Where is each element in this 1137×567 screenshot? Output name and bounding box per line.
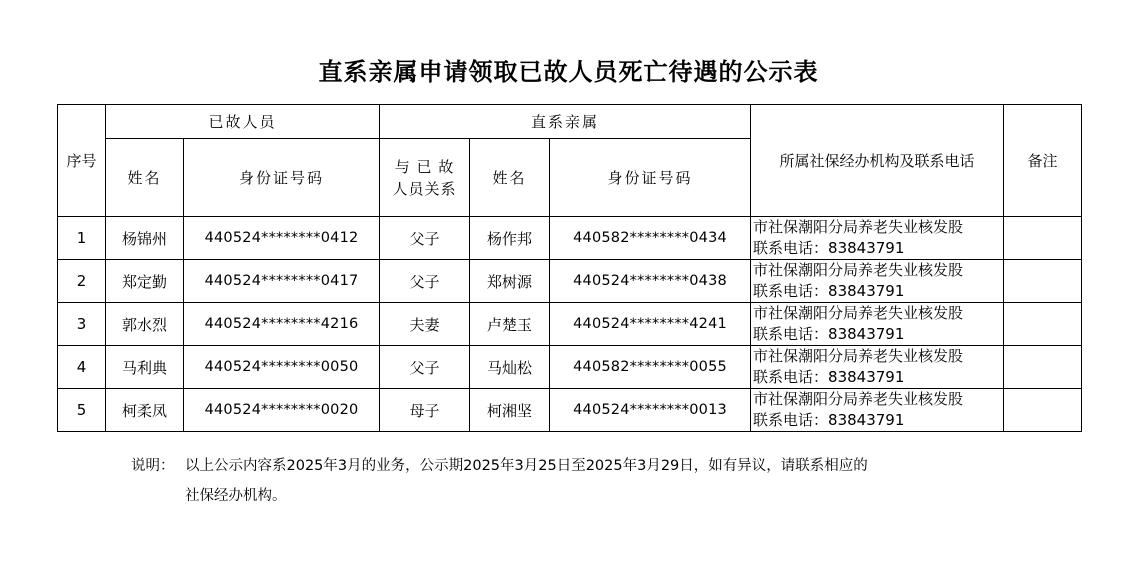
table-row — [58, 303, 1082, 346]
header-relation-line1: 与 已 故 — [394, 157, 455, 176]
table-row — [58, 217, 1082, 260]
agency-name: 市社保潮阳分局养老失业核发股 — [753, 218, 964, 236]
cell-seq: 1 — [58, 217, 106, 260]
cell-deceased-name: 郑定勤 — [106, 260, 184, 303]
cell-relative-name: 卢楚玉 — [470, 303, 550, 346]
cell-deceased-id: 440524********0417 — [184, 260, 380, 303]
cell-deceased-id: 440524********0050 — [184, 346, 380, 389]
cell-deceased-id: 440524********4216 — [184, 303, 380, 346]
agency-name: 市社保潮阳分局养老失业核发股 — [753, 261, 964, 279]
cell-deceased-name: 杨锦州 — [106, 217, 184, 260]
cell-agency — [751, 346, 1004, 389]
header-relation-line2: 人员关系 — [392, 179, 457, 198]
cell-deceased-id: 440524********0412 — [184, 217, 380, 260]
agency-phone: 联系电话：83843791 — [753, 282, 905, 300]
cell-agency — [751, 217, 1004, 260]
cell-remark — [1004, 217, 1082, 260]
cell-relation: 父子 — [380, 260, 470, 303]
cell-remark — [1004, 346, 1082, 389]
cell-seq: 2 — [58, 260, 106, 303]
header-deceased-group: 已故人员 — [106, 105, 380, 139]
table-row — [58, 389, 1082, 432]
cell-relation: 父子 — [380, 217, 470, 260]
header-agency: 所属社保经办机构及联系电话 — [751, 105, 1004, 217]
agency-phone: 联系电话：83843791 — [753, 325, 905, 343]
header-deceased-id: 身份证号码 — [184, 139, 380, 217]
cell-remark — [1004, 303, 1082, 346]
cell-remark — [1004, 260, 1082, 303]
note-line1: 以上公示内容系2025年3月的业务，公示期2025年3月25日至2025年3月29日，如有异议，请联系相应的 — [185, 458, 868, 474]
agency-phone: 联系电话：83843791 — [753, 239, 905, 257]
cell-deceased-name: 郭水烈 — [106, 303, 184, 346]
note-text — [185, 451, 965, 511]
cell-relative-id: 440524********4241 — [550, 303, 751, 346]
cell-agency — [751, 389, 1004, 432]
cell-agency — [751, 303, 1004, 346]
cell-seq: 5 — [58, 389, 106, 432]
page-title: 直系亲属申请领取已故人员死亡待遇的公示表 — [318, 58, 819, 86]
cell-deceased-name: 柯柔凤 — [106, 389, 184, 432]
header-remark: 备注 — [1004, 105, 1082, 217]
header-deceased-name: 姓名 — [106, 139, 184, 217]
table-row — [58, 346, 1082, 389]
cell-seq: 3 — [58, 303, 106, 346]
cell-relative-id: 440582********0434 — [550, 217, 751, 260]
cell-relation: 母子 — [380, 389, 470, 432]
agency-name: 市社保潮阳分局养老失业核发股 — [753, 304, 964, 322]
header-relative-name: 姓名 — [470, 139, 550, 217]
cell-agency — [751, 260, 1004, 303]
header-relative-group: 直系亲属 — [380, 105, 751, 139]
header-seq: 序号 — [58, 105, 106, 217]
cell-relation: 父子 — [380, 346, 470, 389]
cell-relative-name: 柯湘坚 — [470, 389, 550, 432]
cell-remark — [1004, 389, 1082, 432]
agency-phone: 联系电话：83843791 — [753, 368, 905, 386]
cell-deceased-id: 440524********0020 — [184, 389, 380, 432]
cell-relative-id: 440582********0055 — [550, 346, 751, 389]
cell-relative-id: 440524********0438 — [550, 260, 751, 303]
cell-relation: 夫妻 — [380, 303, 470, 346]
agency-name: 市社保潮阳分局养老失业核发股 — [753, 347, 964, 365]
note-line2: 社保经办机构。 — [185, 488, 287, 504]
header-row-group — [58, 105, 1082, 139]
agency-phone: 联系电话：83843791 — [753, 411, 905, 429]
cell-relative-name: 杨作邦 — [470, 217, 550, 260]
cell-seq: 4 — [58, 346, 106, 389]
notice-table — [57, 104, 1082, 432]
header-relative-id: 身份证号码 — [550, 139, 751, 217]
cell-relative-id: 440524********0013 — [550, 389, 751, 432]
agency-name: 市社保潮阳分局养老失业核发股 — [753, 390, 964, 408]
cell-deceased-name: 马利典 — [106, 346, 184, 389]
note-label: 说明： — [131, 458, 175, 474]
table-row — [58, 260, 1082, 303]
header-relation — [380, 139, 470, 217]
cell-relative-name: 马灿松 — [470, 346, 550, 389]
cell-relative-name: 郑树源 — [470, 260, 550, 303]
